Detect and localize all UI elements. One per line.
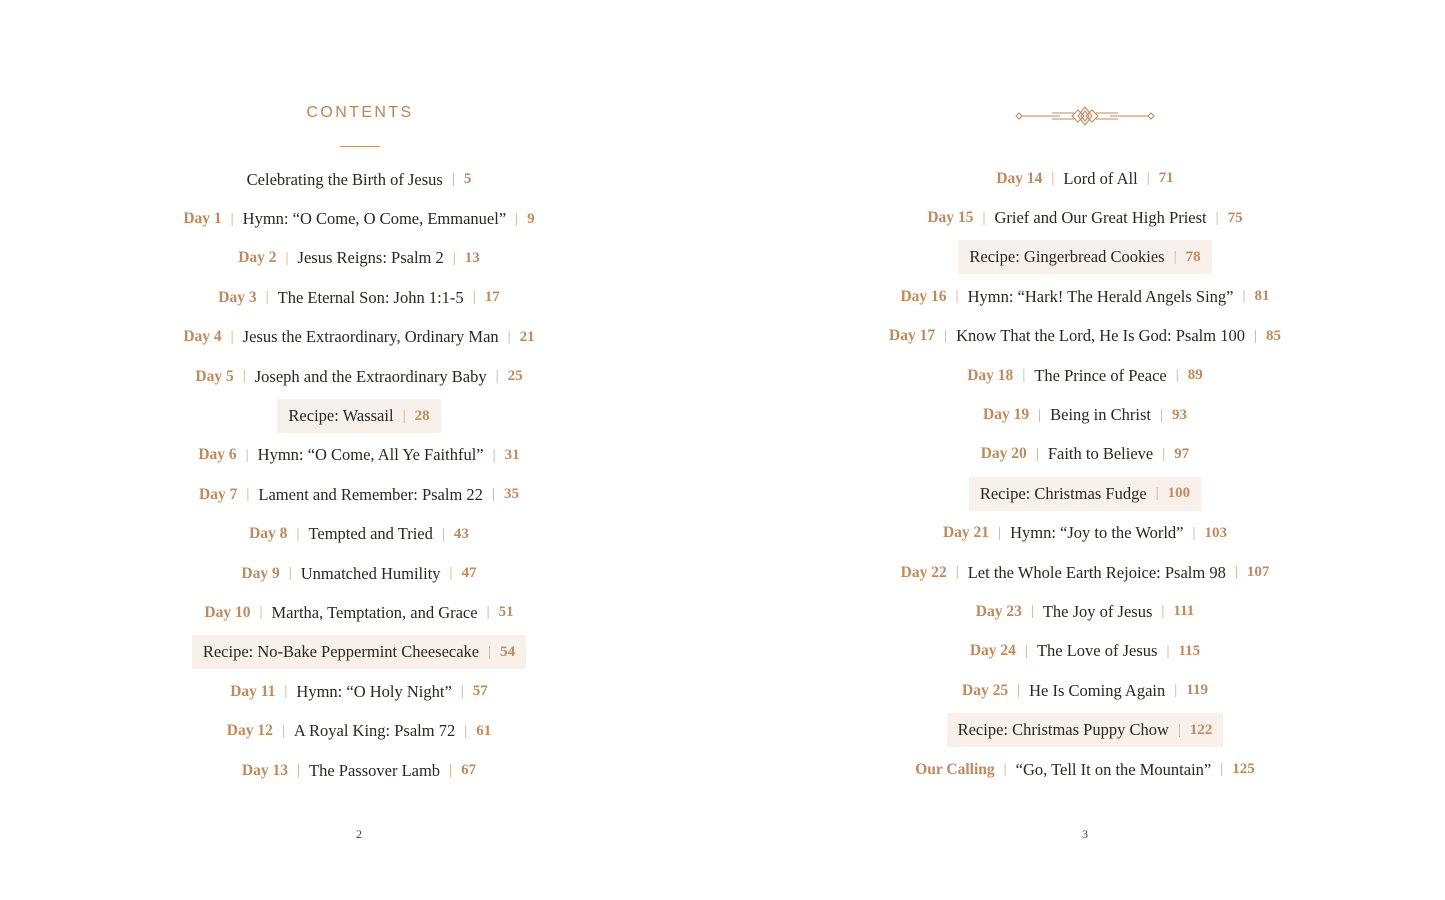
- toc-row: [0, 633, 718, 672]
- toc-row: [722, 553, 1445, 592]
- toc-entry-title: The Love of Jesus: [1036, 641, 1158, 661]
- toc-entry-title: He Is Coming Again: [1029, 680, 1166, 700]
- toc-entry-page-number: 78: [1185, 248, 1201, 265]
- toc-entry-label: Day 10: [204, 603, 251, 621]
- right-page: [722, 0, 1445, 900]
- toc-entry-label: Day 6: [198, 446, 237, 464]
- toc-entry-recipe[interactable]: [958, 240, 1211, 274]
- toc-entry-label: Day 24: [969, 642, 1016, 660]
- toc-entry-page-number: 100: [1167, 485, 1191, 502]
- toc-entry-page-number: 75: [1227, 209, 1243, 226]
- separator: |: [230, 210, 234, 227]
- separator: |: [1192, 524, 1196, 541]
- separator: |: [1003, 761, 1007, 778]
- separator: |: [1024, 642, 1028, 659]
- separator: |: [1159, 406, 1163, 423]
- toc-row: [722, 750, 1445, 789]
- toc-entry-page-number: 93: [1171, 406, 1187, 423]
- toc-row: [0, 751, 718, 790]
- toc-entry-page-number: 43: [453, 525, 469, 542]
- toc-entry-label: Day 22: [900, 563, 947, 581]
- separator: |: [1175, 367, 1179, 384]
- separator: |: [281, 722, 285, 739]
- toc-entry-title: Being in Christ: [1050, 405, 1151, 425]
- toc-row: [0, 554, 718, 593]
- toc-entry-page-number: 111: [1173, 603, 1195, 620]
- toc-entry-title: A Royal King: Psalm 72: [293, 721, 456, 741]
- toc-entry-label: Day 12: [226, 722, 273, 740]
- toc-entry-page-number: 57: [472, 683, 488, 700]
- toc-entry-label: Our Calling: [915, 760, 995, 778]
- toc-row: [0, 278, 718, 317]
- toc-row: [0, 318, 718, 357]
- toc-entry-title: Hymn: “O Come, All Ye Faithful”: [257, 445, 484, 465]
- toc-row: [722, 317, 1445, 356]
- toc-entry[interactable]: [915, 760, 1255, 780]
- separator: |: [451, 171, 455, 188]
- flourish-ornament-icon: [1012, 102, 1158, 130]
- separator: |: [472, 289, 476, 306]
- toc-list-left: [0, 160, 722, 790]
- toc-entry-page-number: 107: [1246, 564, 1270, 581]
- toc-entry-recipe[interactable]: [969, 477, 1201, 511]
- toc-row: [0, 672, 718, 711]
- toc-entry[interactable]: [981, 444, 1190, 464]
- toc-row: [0, 199, 718, 238]
- toc-row: [722, 238, 1445, 277]
- toc-entry-title: Recipe: Christmas Puppy Chow: [957, 720, 1169, 740]
- separator: |: [296, 762, 300, 779]
- toc-entry[interactable]: [962, 681, 1208, 701]
- toc-entry-label: Day 18: [967, 366, 1014, 384]
- toc-entry-title: The Joy of Jesus: [1042, 601, 1153, 621]
- toc-entry-page-number: 31: [504, 446, 520, 463]
- toc-entry-page-number: 54: [500, 643, 516, 660]
- toc-row: [0, 593, 718, 632]
- toc-entry-label: Day 25: [962, 681, 1009, 699]
- toc-entry[interactable]: [198, 445, 519, 465]
- toc-entry-title: Tempted and Tried: [308, 524, 433, 544]
- page-number-right: 3: [1082, 827, 1088, 841]
- toc-entry-page-number: 67: [461, 762, 477, 779]
- separator: |: [464, 722, 468, 739]
- toc-entry-label: Day 2: [238, 249, 277, 267]
- separator: |: [1155, 485, 1159, 502]
- toc-list-right: [722, 159, 1445, 789]
- toc-entry-label: Day 8: [249, 525, 288, 543]
- toc-row: [722, 710, 1445, 749]
- toc-entry-label: Day 4: [183, 328, 222, 346]
- toc-entry-label: Day 14: [996, 169, 1043, 187]
- toc-entry-title: Jesus Reigns: Psalm 2: [297, 248, 444, 268]
- separator: |: [1166, 642, 1170, 659]
- separator: |: [1161, 603, 1165, 620]
- toc-row: [0, 515, 718, 554]
- separator: |: [1234, 564, 1238, 581]
- toc-entry-title: Unmatched Humility: [300, 563, 441, 583]
- toc-entry-label: Day 17: [889, 327, 936, 345]
- toc-entry-title: Hymn: “O Holy Night”: [296, 681, 452, 701]
- toc-entry-label: Day 13: [241, 761, 288, 779]
- separator: |: [1038, 406, 1042, 423]
- toc-entry-page-number: 5: [463, 171, 472, 188]
- toc-entry-recipe[interactable]: [947, 713, 1224, 747]
- toc-entry-label: Day 15: [927, 209, 974, 227]
- toc-entry[interactable]: [967, 366, 1203, 386]
- separator: |: [1173, 248, 1177, 265]
- toc-entry-recipe[interactable]: [192, 635, 526, 669]
- toc-entry-title: Let the Whole Earth Rejoice: Psalm 98: [967, 562, 1226, 582]
- separator: |: [488, 643, 492, 660]
- toc-row: [0, 239, 718, 278]
- toc-entry-title: Lament and Remember: Psalm 22: [258, 484, 483, 504]
- separator: |: [1030, 603, 1034, 620]
- toc-entry-page-number: 97: [1174, 445, 1190, 462]
- separator: |: [265, 289, 269, 306]
- separator: |: [230, 328, 234, 345]
- toc-entry-title: Hymn: “Joy to the World”: [1010, 523, 1184, 543]
- toc-entry-page-number: 115: [1178, 642, 1201, 659]
- toc-entry[interactable]: [900, 287, 1269, 307]
- toc-entry-label: Day 9: [241, 564, 280, 582]
- separator: |: [245, 446, 249, 463]
- toc-entry-label: Day 16: [900, 287, 947, 305]
- toc-row: [722, 514, 1445, 553]
- separator: |: [515, 210, 519, 227]
- toc-entry-page-number: 35: [503, 486, 519, 503]
- separator: |: [1017, 682, 1021, 699]
- toc-entry[interactable]: [970, 641, 1200, 661]
- toc-row: [0, 396, 718, 435]
- toc-entry-title: Recipe: Gingerbread Cookies: [969, 247, 1165, 267]
- separator: |: [486, 604, 490, 621]
- toc-entry-page-number: 47: [461, 565, 477, 582]
- toc-entry[interactable]: [943, 523, 1227, 543]
- toc-entry-title: Joseph and the Extraordinary Baby: [254, 366, 487, 386]
- toc-entry[interactable]: [996, 169, 1173, 189]
- left-page: [0, 0, 722, 900]
- toc-entry[interactable]: [242, 761, 476, 781]
- toc-entry-label: Day 5: [195, 367, 234, 385]
- separator: |: [1253, 327, 1257, 344]
- toc-entry[interactable]: [199, 485, 519, 505]
- toc-row: [0, 160, 718, 199]
- toc-entry[interactable]: [227, 721, 491, 741]
- toc-row: [722, 632, 1445, 671]
- separator: |: [491, 486, 495, 503]
- toc-row: [0, 357, 718, 396]
- toc-entry-title: Jesus the Extraordinary, Ordinary Man: [242, 327, 499, 347]
- separator: |: [495, 368, 499, 385]
- toc-row: [722, 435, 1445, 474]
- separator: |: [1215, 209, 1219, 226]
- separator: |: [1220, 761, 1224, 778]
- toc-entry-title: Recipe: Christmas Fudge: [979, 483, 1147, 503]
- toc-entry-title: Hymn: “Hark! The Herald Angels Sing”: [967, 286, 1234, 306]
- toc-entry[interactable]: [249, 524, 469, 544]
- toc-entry-page-number: 89: [1187, 367, 1203, 384]
- separator: |: [259, 604, 263, 621]
- toc-entry-page-number: 71: [1158, 170, 1174, 187]
- toc-entry-page-number: 21: [519, 328, 535, 345]
- toc-entry-label: Day 11: [230, 682, 276, 700]
- toc-entry[interactable]: [218, 288, 499, 308]
- separator: |: [296, 525, 300, 542]
- toc-entry[interactable]: [238, 248, 480, 268]
- separator: |: [1177, 721, 1181, 738]
- toc-row: [0, 436, 718, 475]
- toc-entry[interactable]: [195, 367, 522, 387]
- toc-entry-label: Day 21: [942, 524, 990, 542]
- toc-entry-page-number: 61: [476, 722, 492, 739]
- toc-row: [722, 198, 1445, 237]
- toc-entry-label: Day 1: [183, 210, 222, 228]
- toc-entry-title: Know That the Lord, He Is God: Psalm 100: [956, 326, 1245, 346]
- toc-entry-label: Day 23: [975, 602, 1022, 620]
- toc-entry-page-number: 9: [527, 210, 535, 227]
- toc-entry[interactable]: [901, 563, 1270, 583]
- separator: |: [452, 249, 456, 266]
- separator: |: [998, 524, 1002, 541]
- toc-entry-title: The Passover Lamb: [309, 760, 441, 780]
- toc-entry-title: Hymn: “O Come, O Come, Emmanuel”: [242, 209, 507, 229]
- toc-entry[interactable]: [889, 326, 1281, 346]
- toc-entry-title: The Eternal Son: John 1:1-5: [277, 287, 464, 307]
- toc-row: [0, 711, 718, 750]
- separator: |: [1051, 170, 1055, 187]
- toc-entry-title: Faith to Believe: [1047, 444, 1154, 464]
- toc-entry-page-number: 85: [1265, 327, 1281, 344]
- heading-divider: [340, 146, 380, 147]
- separator: |: [460, 683, 464, 700]
- contents-heading: CONTENTS: [306, 104, 414, 121]
- toc-entry-title: Recipe: Wassail: [288, 406, 394, 426]
- toc-row: [722, 592, 1445, 631]
- toc-entry-page-number: 28: [414, 407, 430, 424]
- separator: |: [944, 327, 948, 344]
- toc-row: [722, 277, 1445, 316]
- toc-entry-page-number: 13: [464, 249, 480, 266]
- separator: |: [982, 209, 986, 226]
- toc-entry-page-number: 122: [1189, 721, 1213, 738]
- toc-row: [0, 475, 718, 514]
- separator: |: [1146, 170, 1150, 187]
- separator: |: [246, 486, 250, 503]
- toc-entry-page-number: 51: [498, 604, 514, 621]
- toc-entry[interactable]: [183, 209, 534, 229]
- toc-entry-title: Celebrating the Birth of Jesus: [246, 169, 443, 189]
- toc-entry[interactable]: [983, 405, 1187, 425]
- toc-entry-label: Day 19: [983, 406, 1030, 424]
- toc-row: [722, 395, 1445, 434]
- toc-row: [722, 474, 1445, 513]
- toc-entry[interactable]: [183, 327, 534, 347]
- toc-entry[interactable]: [230, 682, 488, 702]
- toc-entry[interactable]: [927, 208, 1242, 228]
- separator: |: [1035, 445, 1039, 462]
- toc-entry-label: Day 3: [218, 288, 257, 306]
- separator: |: [1174, 682, 1178, 699]
- toc-entry-page-number: 103: [1204, 524, 1228, 541]
- separator: |: [1242, 288, 1246, 305]
- separator: |: [449, 762, 453, 779]
- separator: |: [288, 565, 292, 582]
- separator: |: [955, 564, 959, 581]
- separator: |: [1022, 367, 1026, 384]
- separator: |: [449, 565, 453, 582]
- toc-entry-title: The Prince of Peace: [1034, 365, 1167, 385]
- separator: |: [955, 288, 959, 305]
- toc-entry-title: Lord of All: [1063, 168, 1138, 188]
- toc-entry-title: Grief and Our Great High Priest: [994, 208, 1207, 228]
- separator: |: [507, 328, 511, 345]
- toc-entry-page-number: 81: [1254, 288, 1270, 305]
- toc-entry-recipe[interactable]: [277, 399, 440, 433]
- separator: |: [492, 446, 496, 463]
- toc-entry-page-number: 125: [1232, 761, 1255, 778]
- toc-entry-page-number: 25: [507, 368, 523, 385]
- separator: |: [242, 368, 246, 385]
- separator: |: [285, 249, 289, 266]
- toc-row: [722, 356, 1445, 395]
- toc-entry[interactable]: [247, 170, 472, 190]
- toc-row: [722, 671, 1445, 710]
- separator: |: [441, 525, 445, 542]
- toc-entry-title: “Go, Tell It on the Mountain”: [1015, 759, 1212, 779]
- toc-entry-page-number: 17: [484, 289, 500, 306]
- separator: |: [284, 683, 288, 700]
- toc-entry-label: Day 20: [980, 445, 1027, 463]
- toc-entry-page-number: 119: [1186, 682, 1208, 699]
- toc-entry-title: Martha, Temptation, and Grace: [271, 602, 478, 622]
- separator: |: [402, 407, 406, 424]
- separator: |: [1162, 445, 1166, 462]
- toc-entry-title: Recipe: No-Bake Peppermint Cheesecake: [202, 642, 480, 662]
- page-number-left: 2: [356, 827, 362, 841]
- toc-entry[interactable]: [241, 564, 476, 584]
- toc-entry[interactable]: [204, 603, 513, 623]
- toc-entry-label: Day 7: [199, 485, 238, 503]
- toc-entry[interactable]: [976, 602, 1195, 622]
- toc-row: [722, 159, 1445, 198]
